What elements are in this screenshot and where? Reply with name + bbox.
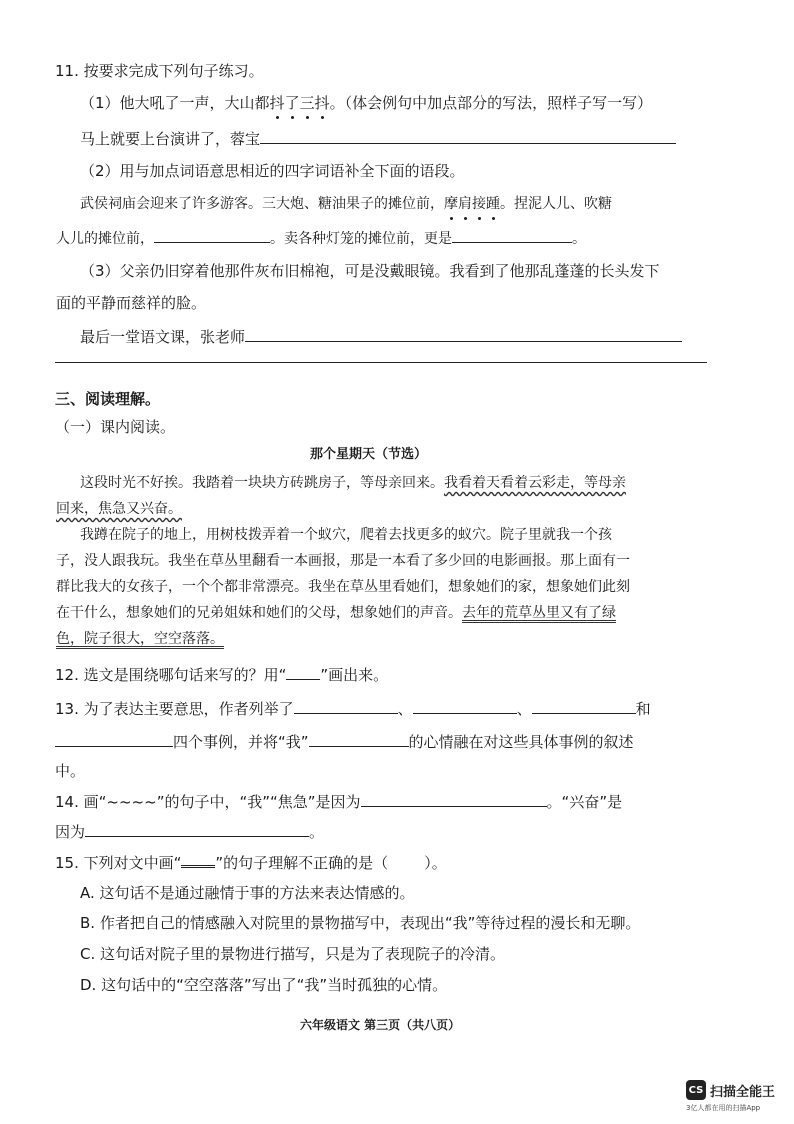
q13-line1: 13. 为了表达主要意思，作者列举了 、 、 和 [55, 697, 651, 720]
q13-line2: 四个事例，并将“我” 的心情融在对这些具体事例的叙述 [55, 730, 634, 753]
answer-blank[interactable] [309, 730, 409, 747]
answer-blank[interactable] [85, 820, 309, 837]
q12: 12. 选文是围绕哪句话来写的？用“ ”画出来。 [55, 666, 389, 684]
section-title: 三、阅读理解。 [55, 390, 161, 408]
passage-line2: 回来，焦急又兴奋。 [56, 501, 182, 517]
q15-option-a: A. 这句话不是通过融情于事的方法来表达情感的。 [80, 884, 415, 902]
scanner-tagline: 3亿人都在用的扫描App [686, 1104, 761, 1112]
passage-line5: 群比我大的女孩子，一个个都非常漂亮。我坐在草丛里看她们，想象她们的家，想象她们此刻 [56, 579, 630, 595]
answer-blank[interactable] [413, 697, 517, 714]
q15-option-c: C. 这句话对院子里的景物进行描写，只是为了表现院子的冷清。 [80, 945, 506, 963]
q14-line2: 因为 。 [55, 820, 324, 843]
straight-line-mark [286, 665, 320, 680]
q14-line1: 14. 画“~~~~”的句子中，“我”“焦急”是因为 。“兴奋”是 [55, 790, 622, 813]
answer-blank[interactable] [452, 226, 572, 243]
scanner-logo-icon: CS [686, 1080, 706, 1100]
answer-paren-space[interactable] [388, 852, 424, 868]
q11-part1: （1）他大吼了一声，大山都抖了三抖。（体会例句中加点部分的写法，照样子写一写） [80, 94, 653, 112]
q11-paragraph-line1: 武侯祠庙会迎来了许多游客。三大炮、糖油果子的摊位前，摩肩接踵。捏泥人儿、吹糖 [80, 193, 612, 215]
q11-title: 11. 按要求完成下列句子练习。 [55, 62, 264, 80]
answer-blank[interactable] [294, 697, 398, 714]
page-footer: 六年级语文 第三页（共八页） [300, 1018, 461, 1032]
passage-line7: 色，院子很大，空空落落。 [56, 631, 224, 647]
q11-part3-answer: 最后一堂语文课，张老师 [80, 325, 682, 348]
q11-part1-answer: 马上就要上台演讲了，蓉宝 [80, 127, 676, 150]
passage-line1: 这段时光不好挨。我踏着一块块方砖跳房子，等母亲回来。我看着天看着云彩走，等母亲 [80, 475, 626, 491]
answer-blank[interactable] [361, 790, 547, 807]
wavy-line-mark: ~~~~ [106, 793, 157, 811]
passage-line6: 在干什么，想象她们的兄弟姐妹和她们的父母，想象她们的声音。去年的荒草丛里又有了绿 [56, 605, 616, 621]
q11-part3-line1: （3）父亲仍旧穿着他那件灰布旧棉袍，可是没戴眼镜。我看到了他那乱蓬蓬的长头发下 [80, 262, 660, 280]
scanner-watermark [686, 1080, 775, 1100]
q15-option-d: D. 这句话中的“空空落落”写出了“我”当时孤独的心情。 [80, 976, 448, 994]
q13-line3: 中。 [55, 762, 86, 780]
passage-line3: 我蹲在院子的地上，用树枝拨弄着一个蚁穴，爬着去找更多的蚁穴。院子里就我一个孩 [80, 527, 612, 543]
answer-blank[interactable] [245, 325, 682, 342]
q11-part3-line2: 面的平静而慈祥的脸。 [56, 294, 207, 312]
passage-line4: 子，没人跟我玩。我坐在草丛里翻看一本画报，那是一本看了多少回的电影画报。那上面有一 [56, 553, 630, 569]
scanner-name: 扫描全能王 [710, 1084, 776, 1100]
q11-part2: （2）用与加点词语意思相近的四字词语补全下面的语段。 [80, 162, 465, 180]
answer-line[interactable] [55, 362, 707, 363]
section-subtitle: （一）课内阅读。 [55, 418, 176, 436]
answer-blank[interactable] [55, 730, 173, 747]
passage-title: 那个星期天（节选） [310, 447, 428, 462]
q15-stem: 15. 下列对文中画“ ”的句子理解不正确的是（ ）。 [55, 854, 447, 872]
answer-blank[interactable] [154, 226, 270, 243]
answer-blank[interactable] [260, 127, 676, 144]
q15-option-b: B. 作者把自己的情感融入对院里的景物描写中，表现出“我”等待过程的漫长和无聊。 [80, 914, 641, 932]
double-line-mark [181, 852, 215, 868]
q11-paragraph-line2: 人儿的摊位前， 。卖各种灯笼的摊位前，更是 。 [56, 226, 586, 250]
answer-blank[interactable] [532, 697, 636, 714]
